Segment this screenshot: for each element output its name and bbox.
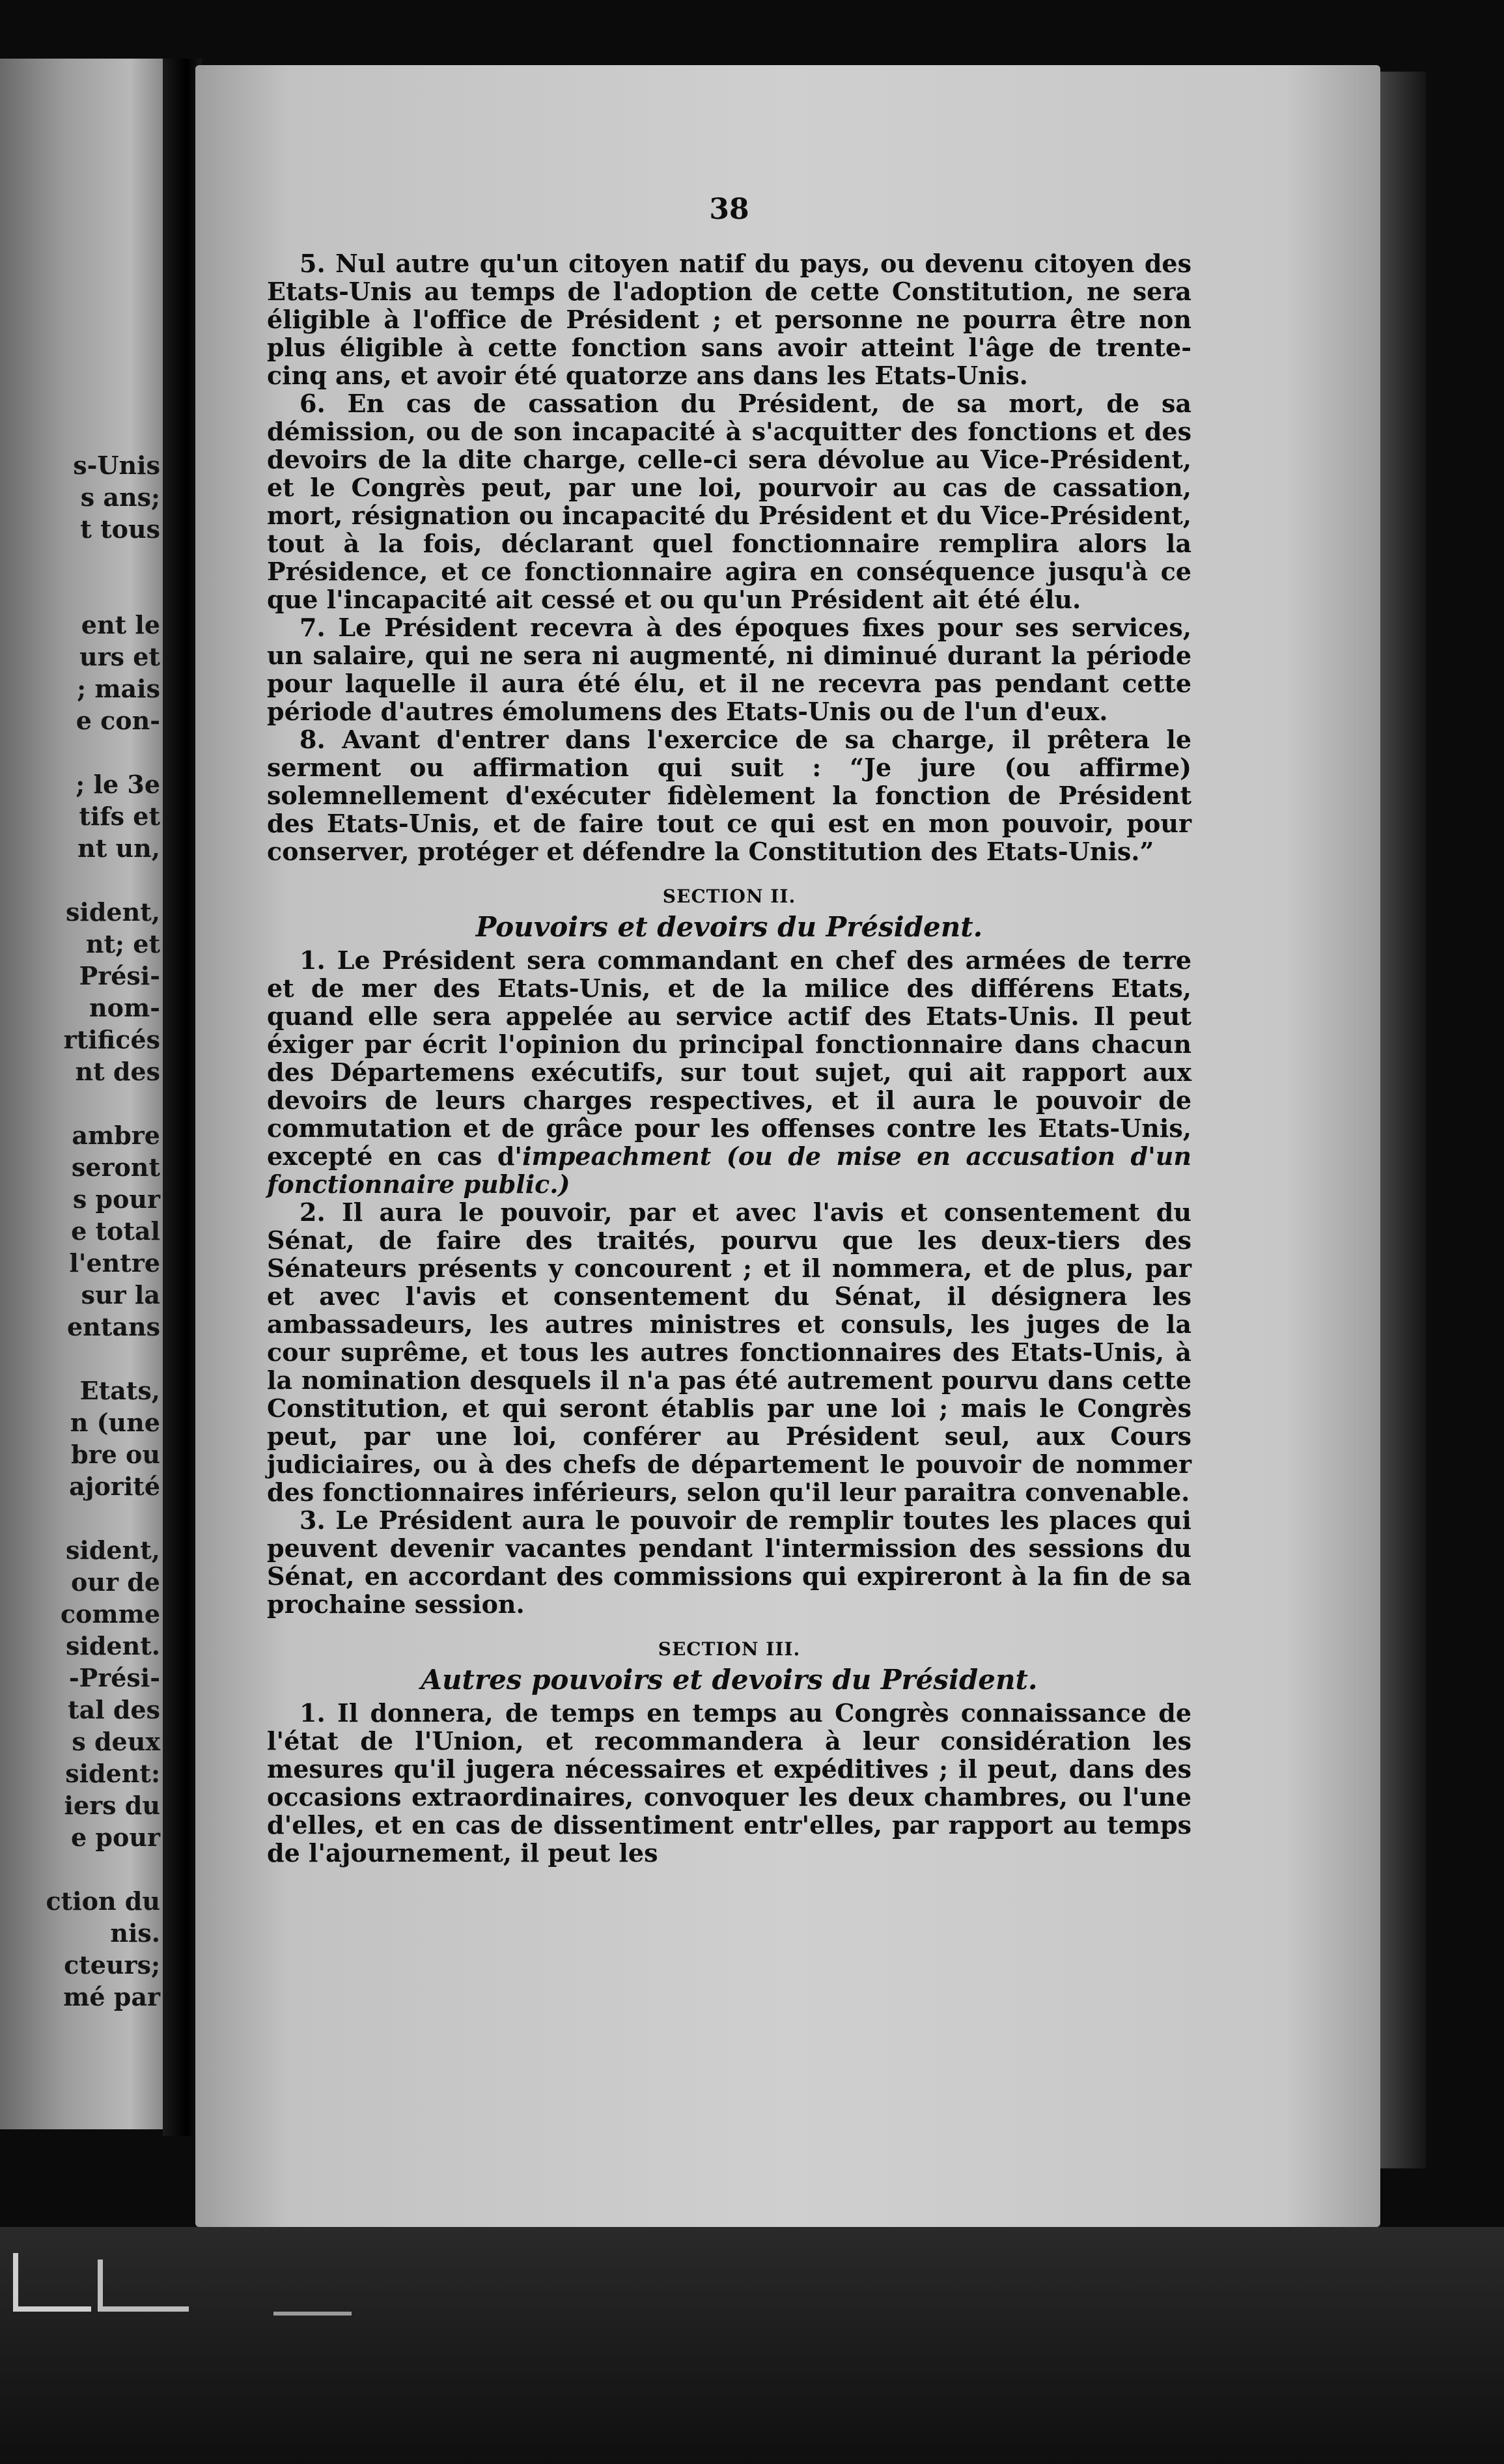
left-page-line: nis. [110, 1918, 160, 1948]
left-page-line [4, 1853, 160, 1885]
left-page-line: mé par [63, 1982, 160, 2011]
page-number: 38 [709, 193, 749, 226]
section-2-heading: SECTION II. [662, 886, 796, 907]
left-page-line: ajorité [69, 1472, 160, 1501]
left-page-line: n (une [70, 1408, 160, 1437]
left-page-line: sur la [81, 1280, 160, 1309]
left-page-line: e con- [76, 706, 160, 735]
left-page-line [4, 1343, 160, 1375]
left-page-line: seront [71, 1153, 160, 1182]
left-page-line: cteurs; [64, 1950, 160, 1980]
left-page-line: ; le 3e [76, 770, 160, 799]
section-2-paragraph-1 [267, 946, 1191, 1198]
left-page-line: ambre [72, 1121, 160, 1150]
section-3-paragraph-1: 1. Il donnera, de temps en temps au Congrès connaissance de l'état de l'Union, et recommandera à leur considération les mesures qu'il jugera nécessaires et expéditives ; il peut, dans des occasions extraordinaires, convoquer les deux chambres, ou l'une d'elles, et en cas de dissentiment entr'elles, par rapport au temps de l'ajournement, il peut les [267, 1698, 1191, 1868]
left-page-line: tifs et [79, 802, 160, 831]
left-page-line: urs et [79, 642, 160, 671]
left-page-line: comme [60, 1599, 160, 1629]
section-2-paragraph-1-italic: impeachment (ou de mise en accusation d'un fonctionnaire public.) [267, 1141, 1191, 1199]
section-3-title: Autres pouvoirs et devoirs du Président. [421, 1664, 1038, 1696]
left-page-line: sident: [65, 1759, 160, 1788]
left-page-line: nom- [89, 993, 160, 1022]
left-page-line: s-Unis [73, 451, 160, 480]
left-page-line: ; mais [77, 674, 160, 703]
section-2-paragraph-1-text: 1. Le Président sera commandant en chef des armées de terre et de mer des Etats-Unis, et de la milice des différens Etats, quand elle sera appelée au service actif des Etats-Unis. Il peut éxiger par écrit l'opinion du principal fonctionnaire dans chacun des Départemens exécutifs, sur tout sujet, qui ait rapport aux devoirs de leurs charges respectives, et il aura le pouvoir de commutation et de grâce pour les offenses contre les Etats-Unis, excepté en cas d' [267, 945, 1191, 1171]
left-page-line: our de [71, 1567, 160, 1597]
article-paragraph-8: 8. Avant d'entrer dans l'exercice de sa charge, il prêtera le serment ou affirmation qui suit : “Je jure (ou affirme) solemnellement d'exécuter fidèlement la fonction de Président des Etats-Unis, et de faire tout ce qui est en mon pouvoir, pour conserver, protéger et défendre la Constitution des Etats-Unis.” [267, 725, 1191, 866]
left-page-line [4, 1502, 160, 1534]
left-page-line: s deux [72, 1727, 160, 1756]
left-page-line: nt un, [77, 833, 160, 863]
left-page-line: Prési- [79, 961, 160, 990]
left-page-line: Etats, [79, 1376, 160, 1405]
left-page-line: iers du [64, 1791, 160, 1820]
left-page-line: s ans; [80, 483, 160, 512]
left-page-line: e total [71, 1216, 160, 1246]
article-paragraph-6: 6. En cas de cassation du Président, de sa mort, de sa démission, ou de son incapacité à s'acquitter des fonctions et des devoirs de la dite charge, celle-ci sera dévolue au Vice-Président, et le Congrès peut, par une loi, pourvoir au cas de cassation, mort, résignation ou incapacité du Président et du Vice-Président, tout à la fois, déclarant quel fonctionnaire remplira alors la Présidence, et ce fonctionnaire agira en conséquence jusqu'à ce que l'incapacité ait cessé et ou qu'un Président ait été élu. [267, 389, 1191, 614]
left-page-line: tal des [68, 1695, 160, 1724]
section-3-heading: SECTION III. [658, 1638, 801, 1660]
left-page-line: sident. [66, 1631, 160, 1660]
left-page-line: l'entre [69, 1248, 160, 1278]
left-page-line: nt; et [85, 929, 160, 959]
left-page-line: nt des [75, 1057, 160, 1086]
left-page-line [4, 864, 160, 896]
page-text-block [267, 195, 1191, 1867]
left-page-line: ent le [81, 610, 160, 639]
left-page-text [4, 449, 160, 2013]
left-page-line: e pour [71, 1823, 160, 1852]
left-page-line: sident, [66, 897, 160, 927]
article-paragraph-5: 5. Nul autre qu'un citoyen natif du pays, ou devenu citoyen des Etats-Unis au temps de l'adoption de cette Constitution, ne sera éligible à l'office de Président ; et personne ne pourra être non plus éligible à cette fonction sans avoir atteint l'âge de trente-cinq ans, et avoir été quatorze ans dans les Etats-Unis. [267, 249, 1191, 390]
left-page-fragment [0, 59, 163, 2129]
left-page-line: bre ou [71, 1440, 160, 1469]
left-page-line: s pour [72, 1184, 160, 1214]
left-page-line [4, 577, 160, 609]
section-2-paragraph-2: 2. Il aura le pouvoir, par et avec l'avis et consentement du Sénat, de faire des traités, pourvu que les deux-tiers des Sénateurs présents y concourent ; et il nommera, et de plus, par et avec l'avis et consentement du Sénat, il désignera les ambassadeurs, les autres ministres et consuls, les juges de la cour suprême, et tous les autres fonctionnaires des Etats-Unis, à la nomination desquels il n'a pas été autrement pourvu dans cette Constitution, et qui seront établis par une loi ; mais le Congrès peut, par une loi, conférer au Président seul, aux Cours judiciaires, ou à des chefs de département le pouvoir de nommer des fonctionnaires inférieurs, selon qu'il leur paraitra convenable. [267, 1197, 1191, 1507]
left-page-line [4, 1087, 160, 1119]
left-page-line: t tous [80, 514, 160, 544]
left-page-line [4, 545, 160, 577]
section-2-paragraph-3: 3. Le Président aura le pouvoir de remplir toutes les places qui peuvent devenir vacantes pendant l'intermission des sessions du Sénat, en accordant des commissions qui expireront à la fin de sa prochaine session. [267, 1505, 1191, 1619]
left-page-line: ction du [46, 1886, 160, 1916]
section-2-title: Pouvoirs et devoirs du Président. [475, 911, 983, 943]
left-page-line: -Prési- [68, 1663, 160, 1692]
left-page-line: entans [66, 1312, 160, 1341]
left-page-line [4, 736, 160, 768]
bottom-marks [0, 2240, 391, 2370]
page-edge [1380, 72, 1426, 2168]
left-page-line: rtificés [63, 1025, 160, 1054]
left-page-line: sident, [66, 1535, 160, 1565]
article-paragraph-7: 7. Le Président recevra à des époques fixes pour ses services, un salaire, qui ne sera ni augmenté, ni diminué durant la période pour laquelle il aura été élu, et il ne recevra pas pendant cette période d'autres émolumens des Etats-Unis ou de l'un d'eux. [267, 613, 1191, 726]
